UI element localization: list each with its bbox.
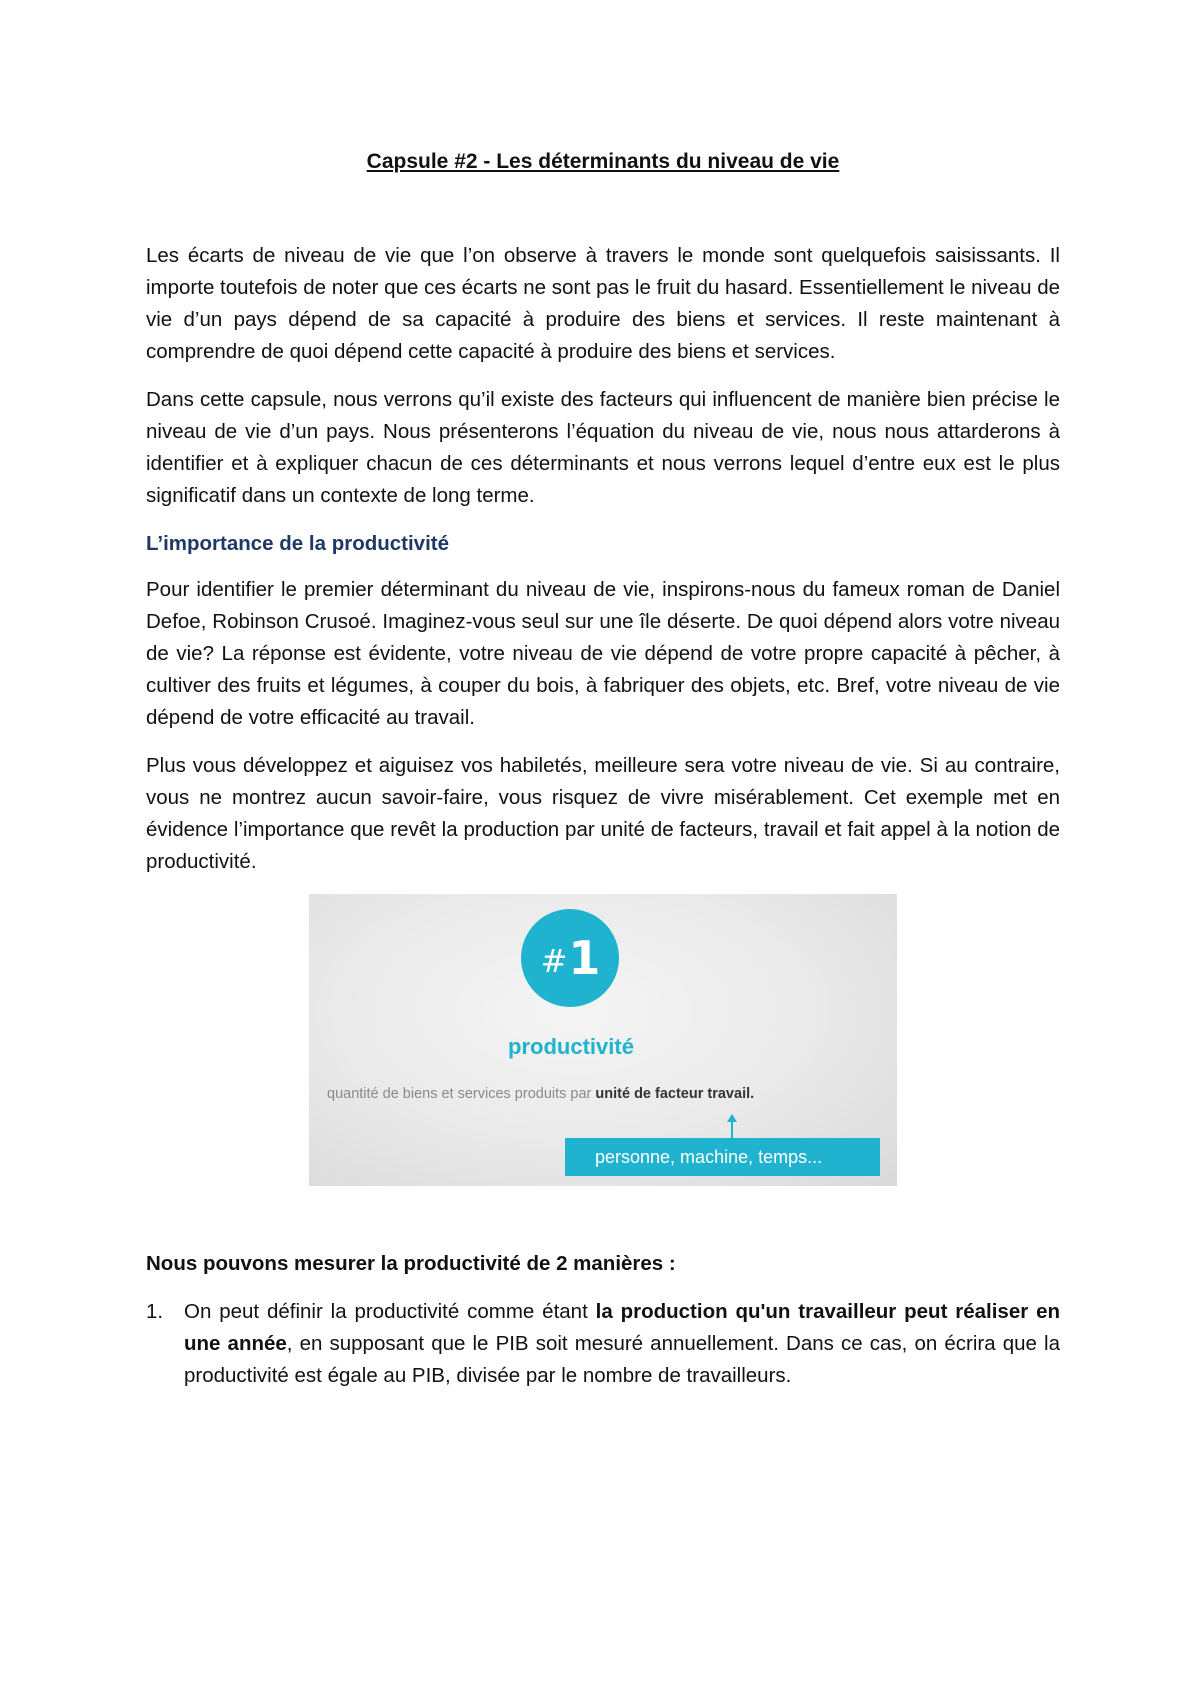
list-item-number: 1. (146, 1300, 164, 1323)
intro-paragraph-2: Dans cette capsule, nous verrons qu’il existe des facteurs qui influencent de manière bien précise le niveau de vie d’un pays. Nous présenterons l’équation du niveau de vie, nous nous attarderons à identifier et à expliquer chacun de ces déterminants et nous verrons lequel d’entre eux est le plus significatif dans un contexte de long terme. (146, 388, 1060, 507)
figure-definition-bold: unité de facteur travail. (595, 1086, 755, 1102)
measure-list (146, 1296, 1060, 1392)
list-item (146, 1296, 1060, 1392)
list-item-text-before: On peut définir la productivité comme étant (184, 1300, 596, 1323)
section-heading-productivity: L’importance de la productivité (146, 532, 450, 555)
section-paragraph-2: Plus vous développez et aiguisez vos habiletés, meilleure sera votre niveau de vie. Si au contraire, vous ne montrez aucun savoir-faire, vous risquez de vivre misérablement. Cet exemple met en évidence l’importance que revêt la production par unité de facteurs, travail et fait appel à la notion de productivité. (146, 754, 1060, 873)
badge-hash: # (540, 942, 567, 980)
document-content (146, 146, 1060, 1392)
productivity-figure (309, 894, 897, 1186)
up-arrow-icon (725, 1114, 739, 1138)
figure-examples-box: personne, machine, temps... (565, 1138, 880, 1176)
section-paragraph-1: Pour identifier le premier déterminant du niveau de vie, inspirons-nous du fameux roman de Daniel Defoe, Robinson Crusoé. Imaginez-vous seul sur une île déserte. De quoi dépend alors votre niveau de vie? La réponse est évidente, votre niveau de vie dépend de votre propre capacité à pêcher, à cultiver des fruits et légumes, à couper du bois, à fabriquer des objets, etc. Bref, votre niveau de vie dépend de votre efficacité au travail. (146, 578, 1060, 729)
badge-number: 1 (568, 931, 600, 985)
document-title: Capsule #2 - Les déterminants du niveau de vie (366, 150, 840, 173)
list-item-text-bold: la production qu'un travailleur peut réaliser en une année (184, 1300, 1060, 1355)
number-badge-label (521, 909, 619, 1007)
figure-keyword: productivité (508, 1034, 634, 1059)
list-item-text-after: , en supposant que le PIB soit mesuré annuellement. Dans ce cas, on écrira que la productivité est égale au PIB, divisée par le nombre de travailleurs. (184, 1332, 1060, 1387)
figure-background (309, 894, 897, 1186)
figure-definition (327, 1085, 754, 1103)
intro-paragraph-1: Les écarts de niveau de vie que l’on observe à travers le monde sont quelquefois saisissants. Il importe toutefois de noter que ces écarts ne sont pas le fruit du hasard. Essentiellement le niveau de vie d’un pays dépend de sa capacité à produire des biens et services. Il reste maintenant à comprendre de quoi dépend cette capacité à produire des biens et services. (146, 244, 1060, 363)
measure-heading: Nous pouvons mesurer la productivité de 2 manières : (146, 1252, 676, 1275)
figure-definition-plain: quantité de biens et services produits par (327, 1086, 596, 1102)
